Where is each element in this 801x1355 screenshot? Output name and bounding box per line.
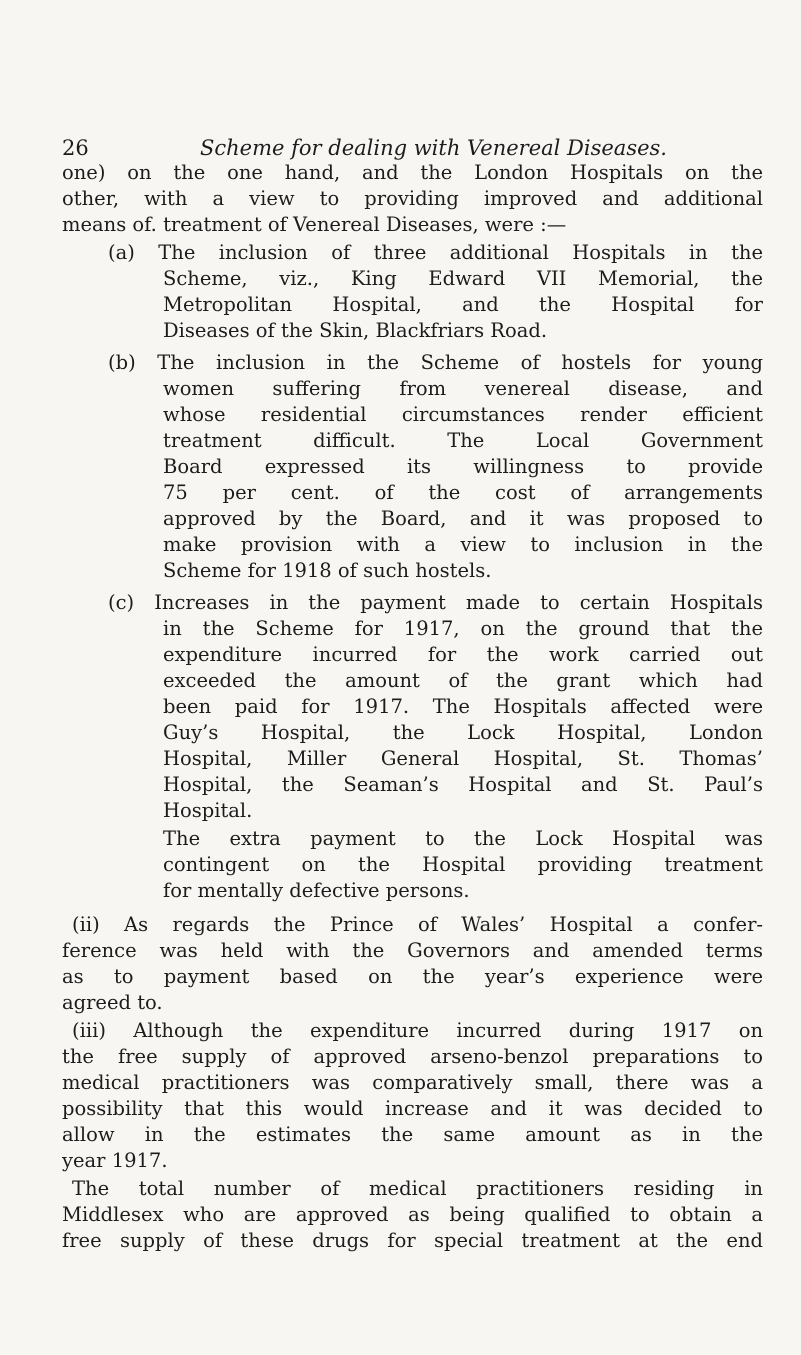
text-line: (a) The inclusion of three additional Hospitals in the xyxy=(108,241,763,264)
text-line: Metropolitan Hospital, and the Hospital for xyxy=(163,293,763,316)
text-line: one) on the one hand, and the London Hospitals on the xyxy=(62,161,763,184)
text-line: expenditure incurred for the work carried out xyxy=(163,643,763,666)
text-line: agreed to. xyxy=(62,991,163,1014)
text-line: Guy’s Hospital, the Lock Hospital, London xyxy=(163,721,763,744)
text-line: (c) Increases in the payment made to certain Hospitals xyxy=(108,591,763,614)
text-line: other, with a view to providing improved and additional xyxy=(62,187,763,210)
text-line: free supply of these drugs for special treatment at the end xyxy=(62,1229,763,1252)
text-line: Scheme, viz., King Edward VII Memorial, the xyxy=(163,267,763,290)
text-line: medical practitioners was comparatively small, there was a xyxy=(62,1071,763,1094)
text-line: make provision with a view to inclusion in the xyxy=(163,533,763,556)
text-line: The extra payment to the Lock Hospital was xyxy=(163,827,763,850)
text-line: approved by the Board, and it was proposed to xyxy=(163,507,763,530)
text-line: ference was held with the Governors and amended terms xyxy=(62,939,763,962)
text-line: contingent on the Hospital providing treatment xyxy=(163,853,763,876)
text-line: for mentally defective persons. xyxy=(163,879,470,902)
text-line: (b) The inclusion in the Scheme of hostels for young xyxy=(108,351,763,374)
text-line: Hospital, the Seaman’s Hospital and St. Paul’s xyxy=(163,773,763,796)
text-line: exceeded the amount of the grant which had xyxy=(163,669,763,692)
text-line: 75 per cent. of the cost of arrangements xyxy=(163,481,763,504)
text-line: possibility that this would increase and it was decided to xyxy=(62,1097,763,1120)
text-line: Hospital, Miller General Hospital, St. Thomas’ xyxy=(163,747,763,770)
text-line: been paid for 1917. The Hospitals affected were xyxy=(163,695,763,718)
text-line: (iii) Although the expenditure incurred during 1917 on xyxy=(72,1019,763,1042)
text-line: Hospital. xyxy=(163,799,253,822)
text-line: Middlesex who are approved as being qualified to obtain a xyxy=(62,1203,763,1226)
running-title: Scheme for dealing with Venereal Diseases. xyxy=(200,136,667,160)
text-line: (ii) As regards the Prince of Wales’ Hospital a confer- xyxy=(72,913,763,936)
text-line: The total number of medical practitioners residing in xyxy=(72,1177,763,1200)
text-line: means of. treatment of Venereal Diseases, were :— xyxy=(62,213,567,236)
text-line: year 1917. xyxy=(62,1149,168,1172)
text-line: women suffering from venereal disease, and xyxy=(163,377,763,400)
page-number: 26 xyxy=(62,136,89,160)
text-line: the free supply of approved arseno-benzol preparations to xyxy=(62,1045,763,1068)
text-line: whose residential circumstances render efficient xyxy=(163,403,763,426)
text-line: as to payment based on the year’s experience were xyxy=(62,965,763,988)
text-line: Scheme for 1918 of such hostels. xyxy=(163,559,492,582)
text-line: Diseases of the Skin, Blackfriars Road. xyxy=(163,319,548,342)
text-line: treatment difficult. The Local Government xyxy=(163,429,763,452)
text-line: in the Scheme for 1917, on the ground that the xyxy=(163,617,763,640)
text-line: Board expressed its willingness to provide xyxy=(163,455,763,478)
text-line: allow in the estimates the same amount as in the xyxy=(62,1123,763,1146)
